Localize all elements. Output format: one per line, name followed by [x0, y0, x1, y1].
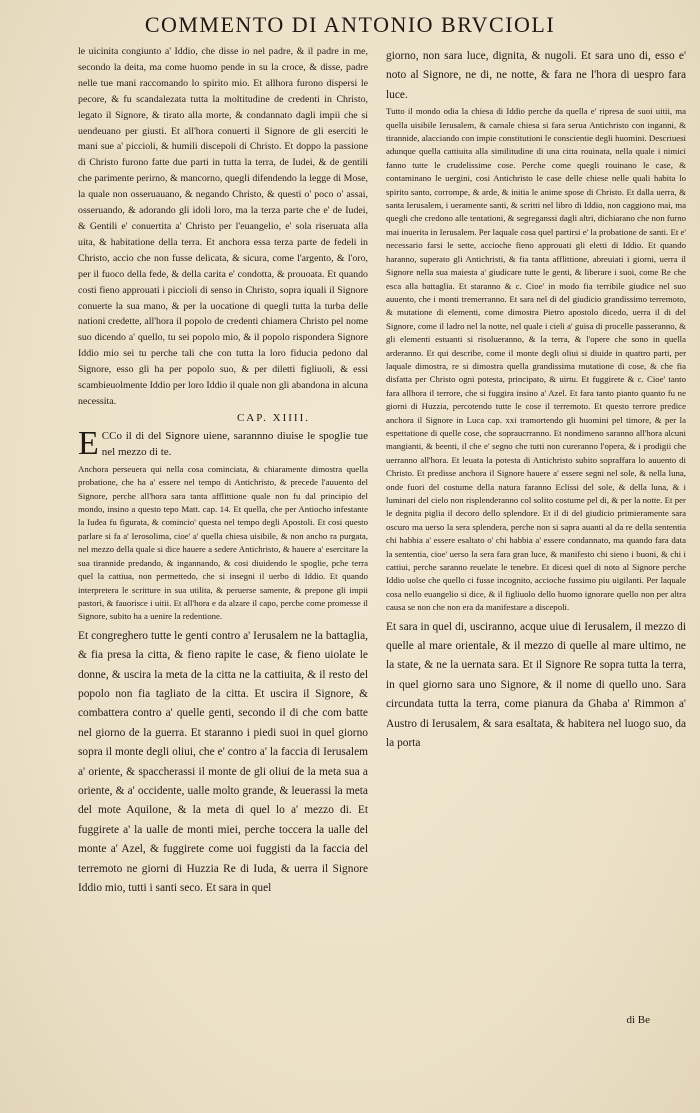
commentary-paragraph: le uicinita congiunto a' Iddio, che disse io nel padre, & il padre in me, secondo la deita, ma come huomo pende in su la croce, & disse, padre nelle tue mani raccomando lo spirito mio. Et allhora furono dispersi le pecore, & fu scandalezata tutta la moltitudine de credenti in Christo, legato il Signore, & tirato alla morte, & condannato dagli impii che si uendeuano per giusti. Et all'hora conuerti il Signore de gli eserciti le mani sue a' piccioli, & humili discepoli di Christo. Et doppo la passione di Christo furono fatte due parti in tutta la terra, de Iudei, & de gentili che parimente perirno, & mancorno, quegli difendendo la legge di Mose, la quale non osseruauano, & negando Christo, & questi o' poco o' assai, osseruando, & adorando gli idoli loro, ma la terza parte che e' de Iudei, & Gentili e' conuertita a' Christo per l'euangelio, e' sola riseruata alla uita, & habitatione della terra. Et anchora essa terza parte de fedeli in Christo, accio che non fusse delicata, & sicura, come l'argento, & l'oro, per il fuoco della fede, & della carita e' condotta, & prouoata. Et quando costi fieno approuati i piccioli di senso in Christo, sopra iquali il Signore conuerte la sua mano, & per la uocatione di quegli tutta la turba delle nationi credette, all'hora il popolo de credenti chiamera Christo pel nome suo dicendo a' quello, tu sei popolo mio, & il popolo rispondera Signore Iddio mio sei tu perche tali che con tutta la loro fiducia pedono dal Signore, esso gli ha per popolo suo, & per diletti figliuoli, & essi scambieuolmente Iddio per loro Iddio il quale non gli abandona in alcuna necessita. [78, 46, 368, 407]
chapter-heading: CAP. XIIII. [236, 411, 310, 424]
scripture-paragraph: giorno, non sara luce, dignita, & nugoli. Et sara uno di, esso e' noto al Signore, ne di, ne notte, & fara ne l'hora di uespro fara luce. [386, 50, 686, 101]
catchword: di Be [626, 1014, 650, 1026]
commentary-paragraph: Anchora perseuera qui nella cosa cominciata, & chiaramente dimostra quella probatione, che ha a' essere nel tempo di Antichristo, & precede l'auuento del Signore, perche all'hora sara tanta afflittione quale non fu dal principio del mondo, insino a questo tepo Matt. cap. 14. Et quella, che per Antiocho infestante la Iudea fu figurata, & comincio' questa nel tempo degli Apostoli. Et cosi questo parlare si fa a' Ierosolima, cioe' a' quella chiesa uisibile, & non ancho ra purgata, nel mezzo della quale si dice hauere a sedere Antichristo, & hauere a' esercitare la sua tirannide predando, & ingannando, & cosi diuidendo le spoglie, pche terra quel la cattiua, non permettedo, che si insegni il uerbo di Iddio. Et quando interpretera le scritture in sua utilita, & peruerse samente, & prepone gli impii pastori, & fauorisce i uitii. Et all'hora e da alzare il capo, perche come promesse il Signore, subito ha a uenire la redentione. [78, 463, 368, 622]
scripture-paragraph: Et sara in quel di, usciranno, acque uiue di Ierusalem, il mezzo di quelle al mare orientale, & il mezzo di quelle al mare ultimo, ne la state, & ne la uernata sara. Et il Signore Re sopra tutta la terra, in quel giorno sara uno Signore, & il nome di quello uno. Sara circundata tutta la terra, come pianura da Ghaba a' Rimmon a' Austro di Ierusalem, & sara esaltata, & habitera nel luogo suo, da la porta [386, 620, 686, 750]
drop-cap: E [78, 424, 99, 462]
left-column [78, 44, 368, 1044]
scripture-paragraph: Et congreghero tutte le genti contro a' Ierusalem ne la battaglia, & fia presa la citta, & fieno rapite le case, & fieno uiolate le donne, & uscira la meta de la citta ne la cattiuita, & il resto del popolo non fia tagliato de la citta. Et uscira il Signore, & combattera contro a' quelle genti, secondo il di che com batte nel giorno de la guerra. Et staranno i piedi suoi in quel giorno sopra il monte degli oliui, che e' contro a' la faccia di Ierusalem a' oriente, & spaccherassi il monte de gli oliui de la meta sua a oriente, & a' occidente, ualle molto grande, & leuerassi la meta del mote Aquilone, & la meta di quel lo a' mezzo di. Et fuggirete a' la ualle de monti miei, perche toccera la ualle del monte a' Azel, & fuggirete come uoi fuggisti da la faccia del terremoto ne giorni di Huzzia Re di Iuda, & uerra il Signore Iddio mio, tutti i santi seco. Et sara in quel [78, 629, 368, 894]
chapter-lemma [78, 424, 368, 462]
right-column [386, 44, 686, 1054]
lemma-text: CCo il di del Signore uiene, sarannno diuise le spoglie tue nel mezzo di te. [101, 429, 368, 458]
running-head: COMMENTO DI ANTONIO BRVCIOLI [144, 12, 556, 37]
commentary-paragraph: Tutto il mondo odia la chiesa di Iddio perche da quella e' ripresa de suoi uitii, ma quella uisibile Ierusalem, & carnale chiesa si fara serua Antichristo con inganni, & tirannide, alacciando con impie constitutioni le conscientie degli huomini. Descriuesi adunque quella cattiuita alla similitudine di una citta rouinata, nella quale i nimici fanno tutte le crudelissime cose. Perche come quegli rouinano le case, & contaminano le uergini, cosi Antichristo le case delle chiese nelle quali habita lo spirito santo, corrompe, & arde, & initia le anime spose di Christo. Et dalla uerra, & santa Ierusalem, i ueramente santi, & scritti nel libro di Iddio, non caggiono mai, ma quegli che credono alle tentationi, & segreganssi dagli altri, dichiarano che non furno mai inuerita in Ierusalem. Per laquale cosa quel partirsi e' la probatione de santi. Et e' necessario farsi le sette, accioche fieno approuati gli eletti di Iddio. Et quando haranno, superato gli Antichristi, & fia tanta afflittione, abreuiati i giorni, uerra il Signore nella sua maiesta a' giudicare tutte le genti, & liberare i suoi, come Re che esca alla battaglia. Et staranno & c. Cioe' in modo fia terribile giudice nel suo auuento, che i monti tremerranno. Et sara nel di del giudicio grandissimo terremoto, & mutatione di elementi, come dimostra Pietro apostolo dicedo, uerra il di del Signore, come il ladro nel la notte, nel quale i cieli a' guisa di procelle passeranno, & gli elementi estuanti si risolueranno, & la terra, & l'opere che sono in quella arderanno. Et qui describe, come il monte degli oliui si diuide in quattro parti, per laquale dimostra, re si dimostra quella grandissima mutatione di cose, & che fia disfatta per Christo ogni potesta, principato, & uirtu. Et fuggirete & c. Cioe' tanto fara allhora il terrore, che si fuggira insino a' Azel. Et fara tanto pianto quanto fu ne giorni di Huzzia, percotendo tutte le cose il terremoto. Et questo terrore predice anchora il Signore in Luca cap. xxi tramortendo gli huomini pel timore, & per la espettatione di quelle cose, che sopraucrranno. Et nondimeno saranno all'hora alcuni mangianti, & beenti, il che e' segno che tutti non cureranno l'opera, & i prodigii che uerranno all'hora. Et leuata la potesta di Antichristo subito sopraffara lo auuento di Christo. Et predisse anchora il Signore hauere a' essere segni nel sole, & nella luna, onde fuori del costume della natura faranno Eclissi del sole, & della luna, & i luminari del cielo non risplenderanno col solito costume pel di, & per la notte. Et per le degnita piglia il decoro dello splendore. Et il di del giudicio primieramente sara oscuro ma uerso la sera splendera, perche non si sapra auanti al da re della sententia chi habbia a' essere esaltato o' chi habbia a' essere condannato, ma quando fara data la sententia, cioe' uerso la sera fara gran luce, & manifesto chi sieno i buoni, & chi i cattiui, perche saranno reuelate le tenebre. Et dicesi quel di noto al Signore perche Iddio uolse che quello ci fusse incognito, accioche fussimo piu uigilanti. Per laquale cosa nello euangelio si dice, & il figliuolo dello huomo ignorare quello non per altra causa se non che non era da manifestare a discepoli. [386, 106, 686, 613]
